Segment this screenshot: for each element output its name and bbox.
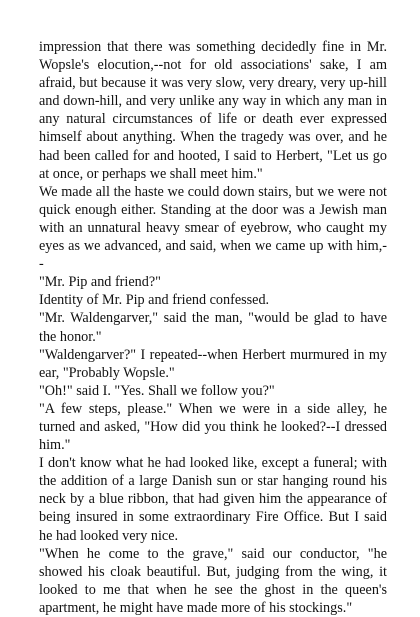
paragraph: "Mr. Waldengarver," said the man, "would be glad to have the honor." (39, 310, 387, 345)
paragraph: impression that there was something decidedly fine in Mr. Wopsle's elocution,--not for old associations' sake, I am afraid, but because it was very slow, very dreary, very up-hill and down-hill, and very unlike any way in which any man in any natural circumstances of life or death ever expressed himself about anything. When the tragedy was over, and he had been called for and hooted, I said to Herbert, "Let us go at once, or perhaps we shall meet him." (39, 39, 387, 182)
paragraph: We made all the haste we could down stairs, but we were not quick enough either. Standing at the door was a Jewish man with an unnatural heavy smear of eyebrow, who caught my eyes as we advanced, and said, when we came up with him,-- (39, 183, 387, 273)
paragraph: "When he come to the grave," said our conductor, "he showed his cloak beautiful. But, judging from the wing, it looked to me that when he see the ghost in the queen's apartment, he might have made more of his stockings." (39, 545, 387, 616)
paragraph: "Waldengarver?" I repeated--when Herbert murmured in my ear, "Probably Wopsle." (39, 346, 387, 381)
book-page-text (39, 38, 387, 617)
paragraph: "Mr. Pip and friend?" (39, 274, 161, 291)
paragraph: "Oh!" said I. "Yes. Shall we follow you?" (39, 382, 275, 399)
paragraph: Identity of Mr. Pip and friend confessed. (39, 292, 270, 309)
paragraph: "A few steps, please." When we were in a side alley, he turned and asked, "How did you think he looked?--I dressed him." (39, 400, 387, 454)
paragraph: I don't know what he had looked like, except a funeral; with the addition of a large Danish sun or star hanging round his neck by a blue ribbon, that had given him the appearance of being insured in some extraordinary Fire Office. But I said he had looked very nice. (39, 455, 387, 544)
